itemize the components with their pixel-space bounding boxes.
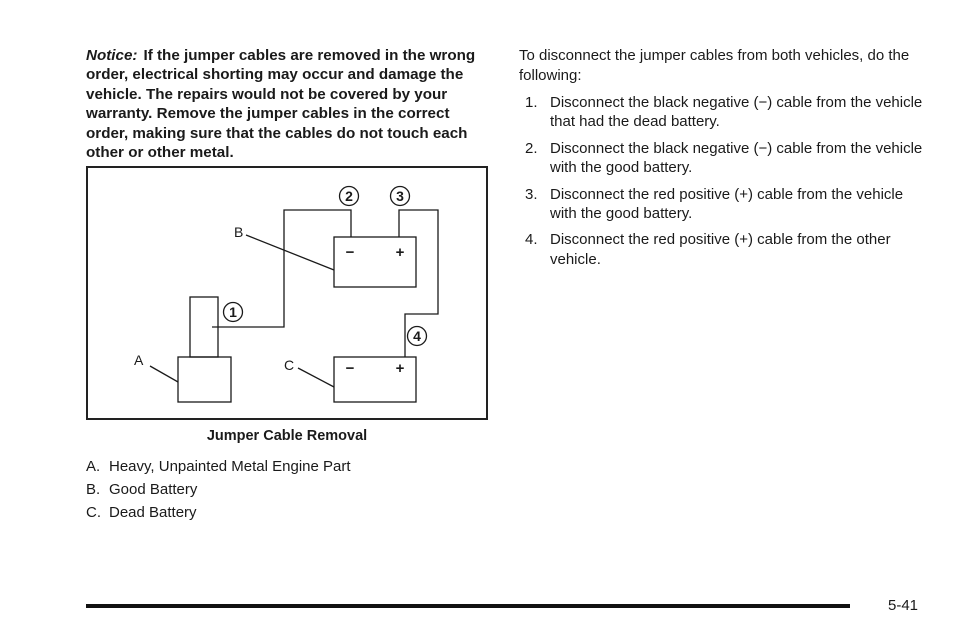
steps-list bbox=[519, 93, 929, 269]
jumper-cable-diagram bbox=[86, 166, 488, 420]
label-b: B bbox=[234, 224, 244, 240]
legend-text: Good Battery bbox=[109, 481, 198, 498]
legend-item bbox=[86, 478, 351, 501]
good-battery-negative-terminal: − bbox=[345, 244, 355, 261]
step-item bbox=[519, 230, 929, 269]
step-text: Disconnect the black negative (−) cable from the vehicle that had the dead battery. bbox=[550, 94, 923, 131]
step-text: Disconnect the black negative (−) cable from the vehicle with the good battery. bbox=[550, 139, 923, 177]
step-text: Disconnect the red positive (+) cable from the other vehicle. bbox=[550, 231, 891, 268]
footer-rule bbox=[86, 604, 850, 608]
label-c: C bbox=[284, 357, 295, 373]
notice-block bbox=[86, 46, 490, 162]
legend-key: A. bbox=[86, 458, 101, 475]
instructions-column bbox=[519, 46, 929, 276]
dead-battery-positive-terminal: + bbox=[395, 360, 405, 377]
legend-text: Dead Battery bbox=[109, 504, 197, 521]
label-a: A bbox=[134, 352, 144, 368]
step-item bbox=[519, 139, 929, 178]
step-number: 4. bbox=[525, 231, 538, 249]
badge-4: 4 bbox=[413, 328, 421, 344]
legend-item bbox=[86, 455, 351, 478]
good-battery-positive-terminal: + bbox=[395, 244, 405, 261]
notice-label: Notice: bbox=[86, 47, 138, 64]
step-item bbox=[519, 93, 929, 132]
notice-text: If the jumper cables are removed in the wrong order, electrical shorting may occur and damage the vehicle. The repairs would not be covered by your warranty. Remove the jumper cables in the correct order, making sure that the cables do not touch each other or other metal. bbox=[86, 47, 476, 162]
legend-key: C. bbox=[86, 504, 101, 521]
legend-item bbox=[86, 501, 351, 524]
figure-legend bbox=[86, 455, 351, 524]
step-number: 3. bbox=[525, 185, 538, 203]
diagram-svg bbox=[88, 168, 486, 418]
engine-part-block bbox=[178, 357, 231, 402]
step-item bbox=[519, 185, 929, 224]
dead-battery-negative-terminal: − bbox=[345, 360, 355, 377]
badge-3: 3 bbox=[396, 188, 404, 204]
label-b-leader bbox=[246, 235, 334, 270]
figure-caption: Jumper Cable Removal bbox=[206, 428, 368, 444]
label-c-leader bbox=[298, 368, 334, 387]
badge-1: 1 bbox=[229, 304, 237, 320]
badge-2: 2 bbox=[345, 188, 353, 204]
legend-text: Heavy, Unpainted Metal Engine Part bbox=[109, 458, 351, 475]
step-number: 2. bbox=[525, 139, 538, 157]
page-number: 5-41 bbox=[888, 597, 919, 614]
notice-paragraph bbox=[86, 46, 490, 162]
label-a-leader bbox=[150, 366, 178, 382]
step-number: 1. bbox=[525, 94, 538, 111]
step-text: Disconnect the red positive (+) cable from the vehicle with the good battery. bbox=[550, 185, 904, 223]
instructions-intro: To disconnect the jumper cables from both vehicles, do the following: bbox=[519, 47, 910, 84]
legend-key: B. bbox=[86, 481, 101, 498]
